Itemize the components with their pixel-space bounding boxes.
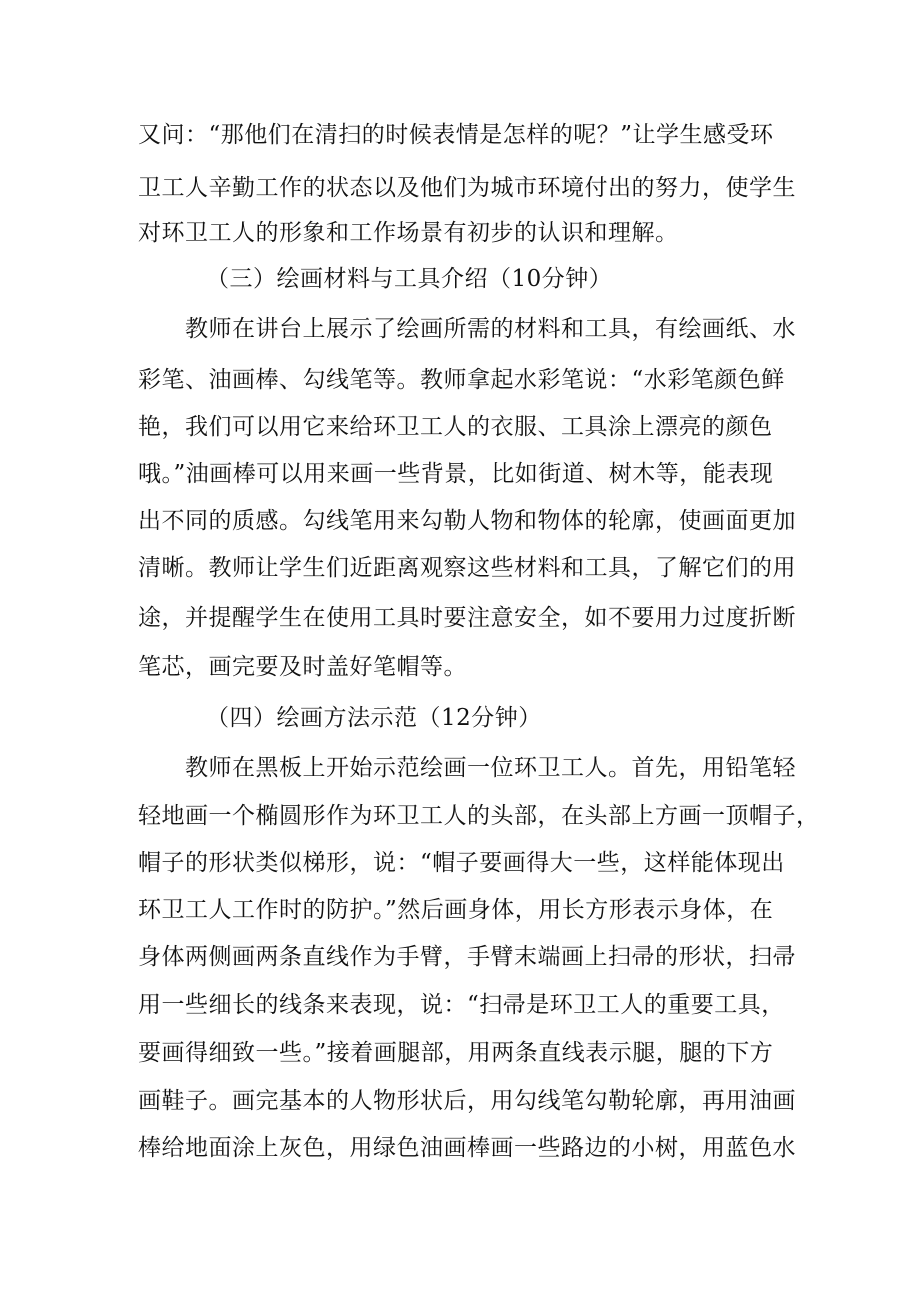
paragraph-line: 棒给地面涂上灰色，用绿色油画棒画一些路边的小树，用蓝色水 (138, 1135, 796, 1161)
paragraph-line: 清晰。教师让学生们近距离观察这些材料和工具，了解它们的用 (138, 555, 796, 581)
paragraph-line: 画鞋子。画完基本的人物形状后，用勾线笔勾勒轮廓，再用油画 (138, 1088, 796, 1114)
paragraph-line: 卫工人辛勤工作的状态以及他们为城市环境付出的努力，使学生 (138, 175, 796, 201)
paragraph-line: 途，并提醒学生在使用工具时要注意安全，如不要用力过度折断 (138, 605, 796, 631)
paragraph-line: 笔芯，画完要及时盖好笔帽等。 (138, 654, 467, 680)
section-heading: （四）绘画方法示范（12分钟） (206, 705, 542, 731)
paragraph-line: 用一些细长的线条来表现，说：“扫帚是环卫工人的重要工具， (138, 992, 785, 1018)
paragraph-line: 要画得细致一些。”接着画腿部，用两条直线表示腿，腿的下方 (138, 1040, 774, 1066)
paragraph-line: 出不同的质感。勾线笔用来勾勒人物和物体的轮廓，使画面更加 (138, 508, 796, 534)
paragraph-line: 教师在讲台上展示了绘画所需的材料和工具，有绘画纸、水 (185, 316, 796, 342)
paragraph-line: 环卫工人工作时的防护。”然后画身体，用长方形表示身体，在 (138, 897, 774, 923)
paragraph-line: 又问：“那他们在清扫的时候表情是怎样的呢？”让学生感受环 (138, 122, 774, 148)
paragraph-line: 身体两侧画两条直线作为手臂，手臂末端画上扫帚的形状，扫帚 (138, 944, 796, 970)
section-heading: （三）绘画材料与工具介绍（10分钟） (206, 266, 613, 292)
paragraph-line: 教师在黑板上开始示范绘画一位环卫工人。首先，用铅笔轻 (185, 755, 796, 781)
paragraph-line: 对环卫工人的形象和工作场景有初步的认识和理解。 (138, 220, 679, 246)
paragraph-line: 轻地画一个椭圆形作为环卫工人的头部，在头部上方画一顶帽子， (138, 803, 820, 829)
paragraph-line: 哦。”油画棒可以用来画一些背景，比如街道、树木等，能表现 (138, 461, 774, 487)
paragraph-line: 帽子的形状类似梯形，说：“帽子要画得大一些，这样能体现出 (138, 850, 785, 876)
paragraph-line: 艳，我们可以用它来给环卫工人的衣服、工具涂上漂亮的颜色 (138, 414, 773, 440)
paragraph-line: 彩笔、油画棒、勾线笔等。教师拿起水彩笔说：“水彩笔颜色鲜 (138, 367, 785, 393)
